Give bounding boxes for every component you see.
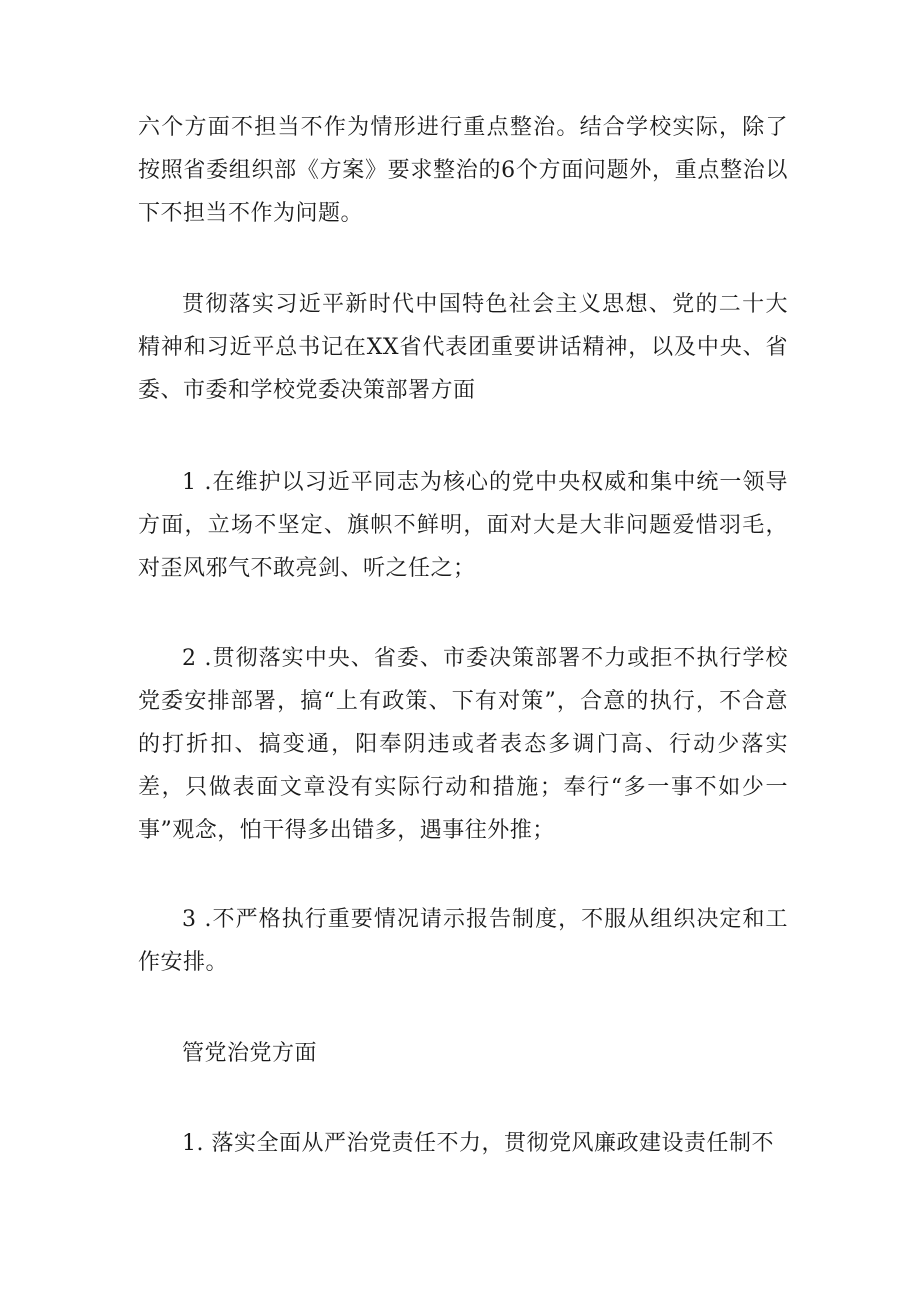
list-item-3: 3 .不严格执行重要情况请示报告制度，不服从组织决定和工作安排。 — [138, 907, 788, 975]
paragraph-intro-continuation: 六个方面不担当不作为情形进行重点整治。结合学校实际，除了按照省委组织部《方案》要求整治的6个方面问题外，重点整治以下不担当不作为问题。 — [138, 115, 788, 226]
list-item-1: 1 .在维护以习近平同志为核心的党中央权威和集中统一领导方面，立场不坚定、旗帜不鲜明，面对大是大非问题爱惜羽毛，对歪风邪气不敢亮剑、听之任之； — [138, 470, 788, 581]
section-heading-party-governance: 管党治党方面 — [182, 1041, 318, 1066]
list-item-governance-1: 1. 落实全面从严治党责任不力，贯彻党风廉政建设责任制不 — [182, 1131, 774, 1156]
section-heading-implementation: 贯彻落实习近平新时代中国特色社会主义思想、党的二十大精神和习近平总书记在XX省代表团重要讲话精神，以及中央、省委、市委和学校党委决策部署方面 — [138, 292, 788, 403]
list-item-2: 2 .贯彻落实中央、省委、市委决策部署不力或拒不执行学校党委安排部署，搞“上有政策、下有对策”，合意的执行，不合意的打折扣、搞变通，阳奉阴违或者表态多调门高、行动少落实差，只做表面文章没有实际行动和措施；奉行“多一事不如少一事”观念，怕干得多出错多，遇事往外推； — [138, 646, 788, 843]
